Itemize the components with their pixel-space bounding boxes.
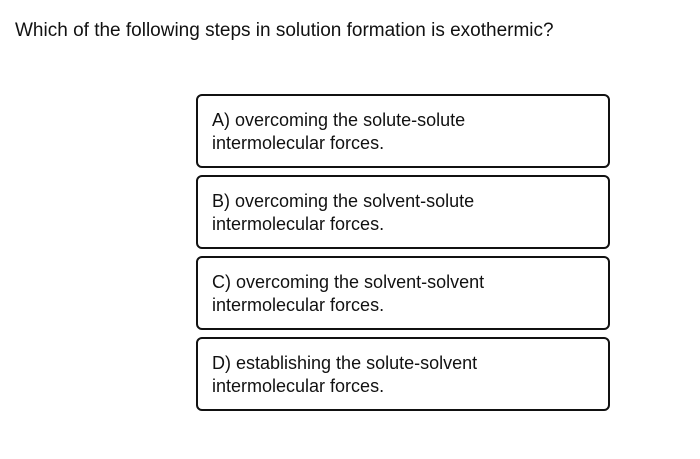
option-d[interactable]: [196, 337, 610, 411]
option-d-line-2: intermolecular forces.: [212, 376, 385, 396]
option-c-line-1: C) overcoming the solvent-solvent: [212, 272, 485, 292]
option-b-line-2: intermolecular forces.: [212, 214, 385, 234]
option-c[interactable]: [196, 256, 610, 330]
option-a-line-1: A) overcoming the solute-solute: [212, 110, 466, 130]
option-b[interactable]: [196, 175, 610, 249]
option-c-line-2: intermolecular forces.: [212, 295, 385, 315]
option-a-line-2: intermolecular forces.: [212, 133, 385, 153]
question-text: Which of the following steps in solution formation is exothermic?: [15, 20, 554, 41]
option-d-line-1: D) establishing the solute-solvent: [212, 353, 478, 373]
answer-options: [196, 94, 610, 418]
option-a[interactable]: [196, 94, 610, 168]
option-b-line-1: B) overcoming the solvent-solute: [212, 191, 475, 211]
